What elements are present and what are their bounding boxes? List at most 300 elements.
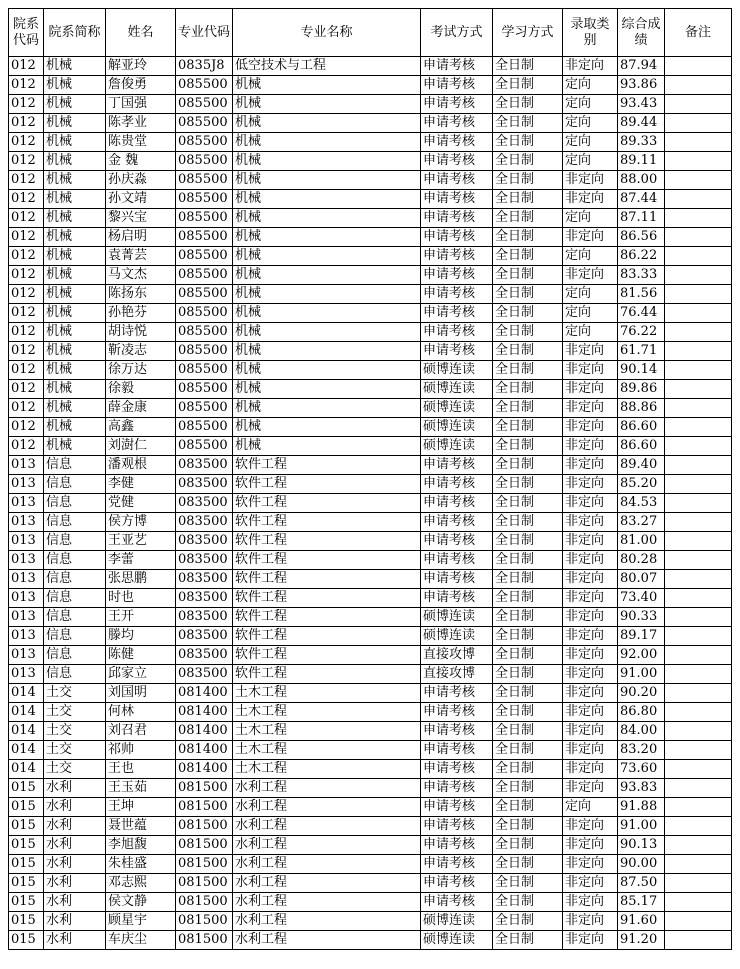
cell-name: 祁帅 xyxy=(106,741,176,760)
cell-study-mode: 全日制 xyxy=(493,627,563,646)
cell-study-mode: 全日制 xyxy=(493,798,563,817)
header-dept-abbr: 院系简称 xyxy=(44,9,106,57)
cell-major-code: 081400 xyxy=(176,684,233,703)
cell-study-mode: 全日制 xyxy=(493,608,563,627)
cell-admit-type: 非定向 xyxy=(563,513,618,532)
cell-dept-abbr: 机械 xyxy=(44,190,106,209)
cell-remarks xyxy=(665,475,732,494)
cell-admit-type: 非定向 xyxy=(563,874,618,893)
cell-dept-abbr: 机械 xyxy=(44,437,106,456)
cell-dept-abbr: 机械 xyxy=(44,361,106,380)
cell-exam-method: 申请考核 xyxy=(421,703,493,722)
cell-dept-code: 012 xyxy=(9,285,44,304)
cell-score: 92.00 xyxy=(618,646,665,665)
cell-study-mode: 全日制 xyxy=(493,437,563,456)
cell-major-code: 083500 xyxy=(176,494,233,513)
table-row xyxy=(9,95,732,114)
cell-major-code: 081500 xyxy=(176,817,233,836)
cell-dept-code: 012 xyxy=(9,399,44,418)
cell-dept-code: 014 xyxy=(9,760,44,779)
cell-study-mode: 全日制 xyxy=(493,266,563,285)
cell-dept-abbr: 机械 xyxy=(44,418,106,437)
cell-study-mode: 全日制 xyxy=(493,76,563,95)
header-name: 姓名 xyxy=(106,9,176,57)
cell-remarks xyxy=(665,855,732,874)
cell-name: 孙艳芬 xyxy=(106,304,176,323)
cell-dept-abbr: 机械 xyxy=(44,152,106,171)
cell-dept-abbr: 信息 xyxy=(44,475,106,494)
cell-major-code: 085500 xyxy=(176,266,233,285)
cell-exam-method: 申请考核 xyxy=(421,285,493,304)
cell-exam-method: 申请考核 xyxy=(421,798,493,817)
cell-major-name: 土木工程 xyxy=(233,760,421,779)
cell-remarks xyxy=(665,266,732,285)
cell-name: 王也 xyxy=(106,760,176,779)
cell-major-name: 机械 xyxy=(233,228,421,247)
cell-score: 84.53 xyxy=(618,494,665,513)
cell-score: 83.27 xyxy=(618,513,665,532)
table-row xyxy=(9,608,732,627)
cell-remarks xyxy=(665,684,732,703)
table-row xyxy=(9,570,732,589)
cell-dept-code: 012 xyxy=(9,114,44,133)
table-row xyxy=(9,893,732,912)
cell-major-name: 软件工程 xyxy=(233,665,421,684)
cell-admit-type: 非定向 xyxy=(563,494,618,513)
cell-exam-method: 直接攻博 xyxy=(421,665,493,684)
cell-remarks xyxy=(665,570,732,589)
cell-major-name: 土木工程 xyxy=(233,722,421,741)
cell-major-name: 机械 xyxy=(233,266,421,285)
table-row xyxy=(9,646,732,665)
cell-study-mode: 全日制 xyxy=(493,228,563,247)
cell-exam-method: 申请考核 xyxy=(421,456,493,475)
cell-major-name: 软件工程 xyxy=(233,608,421,627)
cell-dept-code: 015 xyxy=(9,893,44,912)
cell-dept-abbr: 机械 xyxy=(44,285,106,304)
cell-remarks xyxy=(665,646,732,665)
cell-dept-abbr: 水利 xyxy=(44,817,106,836)
table-row xyxy=(9,836,732,855)
cell-score: 86.22 xyxy=(618,247,665,266)
cell-remarks xyxy=(665,171,732,190)
cell-score: 85.17 xyxy=(618,893,665,912)
cell-name: 邓志熙 xyxy=(106,874,176,893)
cell-remarks xyxy=(665,608,732,627)
cell-score: 76.22 xyxy=(618,323,665,342)
cell-study-mode: 全日制 xyxy=(493,247,563,266)
table-row xyxy=(9,494,732,513)
cell-exam-method: 申请考核 xyxy=(421,76,493,95)
cell-remarks xyxy=(665,779,732,798)
cell-remarks xyxy=(665,437,732,456)
cell-major-code: 085500 xyxy=(176,399,233,418)
cell-remarks xyxy=(665,665,732,684)
cell-dept-abbr: 信息 xyxy=(44,589,106,608)
cell-remarks xyxy=(665,323,732,342)
cell-remarks xyxy=(665,380,732,399)
cell-exam-method: 申请考核 xyxy=(421,570,493,589)
cell-exam-method: 申请考核 xyxy=(421,152,493,171)
cell-name: 顾星宇 xyxy=(106,912,176,931)
cell-major-name: 机械 xyxy=(233,418,421,437)
cell-remarks xyxy=(665,228,732,247)
table-row xyxy=(9,684,732,703)
cell-major-code: 085500 xyxy=(176,190,233,209)
cell-dept-code: 015 xyxy=(9,855,44,874)
cell-admit-type: 非定向 xyxy=(563,589,618,608)
cell-remarks xyxy=(665,285,732,304)
cell-name: 朱桂盛 xyxy=(106,855,176,874)
cell-score: 90.33 xyxy=(618,608,665,627)
table-row xyxy=(9,665,732,684)
cell-major-name: 机械 xyxy=(233,380,421,399)
cell-score: 91.20 xyxy=(618,931,665,950)
table-row xyxy=(9,760,732,779)
cell-dept-abbr: 机械 xyxy=(44,133,106,152)
cell-dept-abbr: 信息 xyxy=(44,551,106,570)
admission-list xyxy=(8,8,732,950)
cell-exam-method: 申请考核 xyxy=(421,874,493,893)
cell-major-name: 机械 xyxy=(233,209,421,228)
cell-study-mode: 全日制 xyxy=(493,551,563,570)
cell-exam-method: 申请考核 xyxy=(421,304,493,323)
cell-remarks xyxy=(665,513,732,532)
cell-major-code: 083500 xyxy=(176,513,233,532)
cell-admit-type: 非定向 xyxy=(563,399,618,418)
cell-dept-abbr: 土交 xyxy=(44,722,106,741)
cell-major-name: 土木工程 xyxy=(233,741,421,760)
cell-dept-abbr: 机械 xyxy=(44,342,106,361)
cell-dept-code: 013 xyxy=(9,570,44,589)
cell-dept-abbr: 机械 xyxy=(44,171,106,190)
table-row xyxy=(9,741,732,760)
cell-exam-method: 申请考核 xyxy=(421,57,493,76)
cell-admit-type: 非定向 xyxy=(563,57,618,76)
cell-score: 73.40 xyxy=(618,589,665,608)
cell-study-mode: 全日制 xyxy=(493,152,563,171)
cell-dept-abbr: 水利 xyxy=(44,912,106,931)
cell-admit-type: 定向 xyxy=(563,285,618,304)
cell-exam-method: 申请考核 xyxy=(421,266,493,285)
cell-admit-type: 非定向 xyxy=(563,361,618,380)
cell-major-code: 083500 xyxy=(176,646,233,665)
cell-remarks xyxy=(665,190,732,209)
cell-dept-abbr: 信息 xyxy=(44,665,106,684)
header-dept-code: 院系代码 xyxy=(9,9,44,57)
header-score: 综合成绩 xyxy=(618,9,665,57)
cell-name: 陈孝业 xyxy=(106,114,176,133)
table-row xyxy=(9,703,732,722)
cell-score: 86.60 xyxy=(618,418,665,437)
header-admit-type: 录取类别 xyxy=(563,9,618,57)
cell-dept-code: 015 xyxy=(9,817,44,836)
cell-exam-method: 硕博连读 xyxy=(421,380,493,399)
cell-admit-type: 非定向 xyxy=(563,418,618,437)
cell-score: 90.13 xyxy=(618,836,665,855)
cell-study-mode: 全日制 xyxy=(493,285,563,304)
cell-exam-method: 硕博连读 xyxy=(421,361,493,380)
cell-major-code: 085500 xyxy=(176,228,233,247)
table-row xyxy=(9,418,732,437)
cell-admit-type: 非定向 xyxy=(563,266,618,285)
cell-dept-abbr: 机械 xyxy=(44,323,106,342)
cell-study-mode: 全日制 xyxy=(493,874,563,893)
table-row xyxy=(9,722,732,741)
cell-study-mode: 全日制 xyxy=(493,703,563,722)
cell-score: 86.60 xyxy=(618,437,665,456)
cell-major-name: 水利工程 xyxy=(233,874,421,893)
cell-admit-type: 非定向 xyxy=(563,931,618,950)
cell-remarks xyxy=(665,817,732,836)
cell-name: 陈健 xyxy=(106,646,176,665)
cell-dept-code: 012 xyxy=(9,228,44,247)
cell-exam-method: 申请考核 xyxy=(421,893,493,912)
cell-major-code: 085500 xyxy=(176,380,233,399)
table-row xyxy=(9,247,732,266)
table-row xyxy=(9,361,732,380)
cell-study-mode: 全日制 xyxy=(493,133,563,152)
cell-major-code: 081400 xyxy=(176,760,233,779)
cell-exam-method: 申请考核 xyxy=(421,855,493,874)
cell-dept-abbr: 信息 xyxy=(44,608,106,627)
cell-dept-abbr: 水利 xyxy=(44,836,106,855)
cell-study-mode: 全日制 xyxy=(493,836,563,855)
cell-study-mode: 全日制 xyxy=(493,779,563,798)
cell-dept-code: 012 xyxy=(9,57,44,76)
cell-name: 邱家立 xyxy=(106,665,176,684)
table-row xyxy=(9,304,732,323)
cell-study-mode: 全日制 xyxy=(493,684,563,703)
cell-major-name: 低空技术与工程 xyxy=(233,57,421,76)
cell-remarks xyxy=(665,342,732,361)
cell-major-name: 机械 xyxy=(233,342,421,361)
admission-table xyxy=(8,8,732,950)
cell-dept-abbr: 水利 xyxy=(44,798,106,817)
cell-major-code: 085500 xyxy=(176,285,233,304)
cell-admit-type: 非定向 xyxy=(563,836,618,855)
cell-admit-type: 非定向 xyxy=(563,893,618,912)
table-row xyxy=(9,323,732,342)
cell-exam-method: 申请考核 xyxy=(421,722,493,741)
cell-dept-code: 012 xyxy=(9,342,44,361)
cell-exam-method: 申请考核 xyxy=(421,190,493,209)
cell-major-name: 软件工程 xyxy=(233,551,421,570)
cell-remarks xyxy=(665,874,732,893)
table-body xyxy=(9,57,732,950)
table-row xyxy=(9,171,732,190)
cell-study-mode: 全日制 xyxy=(493,361,563,380)
cell-remarks xyxy=(665,418,732,437)
cell-exam-method: 申请考核 xyxy=(421,589,493,608)
cell-admit-type: 非定向 xyxy=(563,171,618,190)
cell-remarks xyxy=(665,627,732,646)
cell-major-code: 083500 xyxy=(176,456,233,475)
cell-study-mode: 全日制 xyxy=(493,342,563,361)
cell-dept-abbr: 信息 xyxy=(44,570,106,589)
cell-dept-abbr: 水利 xyxy=(44,874,106,893)
cell-dept-abbr: 水利 xyxy=(44,893,106,912)
cell-score: 80.07 xyxy=(618,570,665,589)
cell-dept-code: 012 xyxy=(9,209,44,228)
cell-remarks xyxy=(665,532,732,551)
cell-score: 89.17 xyxy=(618,627,665,646)
cell-major-code: 085500 xyxy=(176,209,233,228)
cell-dept-abbr: 机械 xyxy=(44,247,106,266)
cell-dept-code: 012 xyxy=(9,304,44,323)
table-row xyxy=(9,285,732,304)
table-row xyxy=(9,209,732,228)
cell-major-code: 081400 xyxy=(176,703,233,722)
cell-exam-method: 硕博连读 xyxy=(421,418,493,437)
cell-name: 何林 xyxy=(106,703,176,722)
table-row xyxy=(9,152,732,171)
cell-major-name: 软件工程 xyxy=(233,627,421,646)
cell-major-name: 机械 xyxy=(233,190,421,209)
cell-study-mode: 全日制 xyxy=(493,380,563,399)
cell-major-code: 081500 xyxy=(176,893,233,912)
cell-dept-abbr: 机械 xyxy=(44,399,106,418)
cell-dept-code: 012 xyxy=(9,437,44,456)
cell-score: 87.94 xyxy=(618,57,665,76)
cell-remarks xyxy=(665,760,732,779)
table-row xyxy=(9,380,732,399)
cell-dept-abbr: 机械 xyxy=(44,228,106,247)
cell-name: 解亚玲 xyxy=(106,57,176,76)
cell-major-code: 081500 xyxy=(176,912,233,931)
cell-dept-code: 013 xyxy=(9,589,44,608)
cell-dept-code: 015 xyxy=(9,836,44,855)
cell-major-name: 水利工程 xyxy=(233,912,421,931)
cell-exam-method: 申请考核 xyxy=(421,323,493,342)
cell-dept-code: 015 xyxy=(9,874,44,893)
cell-score: 83.33 xyxy=(618,266,665,285)
cell-admit-type: 定向 xyxy=(563,133,618,152)
cell-dept-code: 014 xyxy=(9,722,44,741)
table-row xyxy=(9,627,732,646)
cell-study-mode: 全日制 xyxy=(493,817,563,836)
cell-name: 马文杰 xyxy=(106,266,176,285)
cell-study-mode: 全日制 xyxy=(493,665,563,684)
cell-score: 76.44 xyxy=(618,304,665,323)
cell-dept-code: 013 xyxy=(9,665,44,684)
cell-admit-type: 非定向 xyxy=(563,855,618,874)
cell-name: 王开 xyxy=(106,608,176,627)
table-header xyxy=(9,9,732,57)
cell-remarks xyxy=(665,893,732,912)
cell-major-name: 水利工程 xyxy=(233,836,421,855)
cell-score: 90.00 xyxy=(618,855,665,874)
table-row xyxy=(9,190,732,209)
cell-admit-type: 定向 xyxy=(563,798,618,817)
cell-major-code: 083500 xyxy=(176,475,233,494)
cell-score: 89.86 xyxy=(618,380,665,399)
cell-study-mode: 全日制 xyxy=(493,722,563,741)
cell-major-code: 081400 xyxy=(176,741,233,760)
cell-dept-code: 012 xyxy=(9,95,44,114)
table-row xyxy=(9,779,732,798)
cell-study-mode: 全日制 xyxy=(493,304,563,323)
cell-admit-type: 定向 xyxy=(563,114,618,133)
cell-exam-method: 申请考核 xyxy=(421,228,493,247)
cell-major-name: 机械 xyxy=(233,152,421,171)
cell-study-mode: 全日制 xyxy=(493,570,563,589)
cell-exam-method: 申请考核 xyxy=(421,741,493,760)
cell-exam-method: 硕博连读 xyxy=(421,608,493,627)
cell-dept-abbr: 机械 xyxy=(44,114,106,133)
cell-major-code: 085500 xyxy=(176,361,233,380)
table-row xyxy=(9,266,732,285)
cell-admit-type: 非定向 xyxy=(563,817,618,836)
cell-name: 车庆尘 xyxy=(106,931,176,950)
cell-score: 86.56 xyxy=(618,228,665,247)
cell-admit-type: 非定向 xyxy=(563,570,618,589)
cell-study-mode: 全日制 xyxy=(493,418,563,437)
cell-dept-code: 012 xyxy=(9,380,44,399)
cell-name: 党健 xyxy=(106,494,176,513)
cell-major-code: 081500 xyxy=(176,874,233,893)
cell-exam-method: 申请考核 xyxy=(421,209,493,228)
cell-major-name: 土木工程 xyxy=(233,684,421,703)
cell-major-code: 085500 xyxy=(176,323,233,342)
cell-dept-code: 012 xyxy=(9,76,44,95)
cell-name: 李蕾 xyxy=(106,551,176,570)
cell-score: 93.86 xyxy=(618,76,665,95)
cell-exam-method: 申请考核 xyxy=(421,494,493,513)
cell-remarks xyxy=(665,589,732,608)
cell-score: 91.88 xyxy=(618,798,665,817)
cell-name: 李旭馥 xyxy=(106,836,176,855)
cell-dept-code: 013 xyxy=(9,494,44,513)
cell-major-name: 软件工程 xyxy=(233,456,421,475)
cell-exam-method: 申请考核 xyxy=(421,95,493,114)
cell-score: 93.83 xyxy=(618,779,665,798)
cell-admit-type: 定向 xyxy=(563,209,618,228)
cell-remarks xyxy=(665,741,732,760)
header-study-mode: 学习方式 xyxy=(493,9,563,57)
cell-dept-code: 012 xyxy=(9,171,44,190)
cell-exam-method: 申请考核 xyxy=(421,684,493,703)
cell-dept-code: 013 xyxy=(9,646,44,665)
cell-study-mode: 全日制 xyxy=(493,190,563,209)
cell-name: 黎兴宝 xyxy=(106,209,176,228)
cell-remarks xyxy=(665,494,732,513)
cell-major-name: 机械 xyxy=(233,114,421,133)
cell-score: 90.14 xyxy=(618,361,665,380)
cell-dept-code: 013 xyxy=(9,513,44,532)
cell-dept-abbr: 土交 xyxy=(44,760,106,779)
cell-dept-abbr: 土交 xyxy=(44,703,106,722)
cell-study-mode: 全日制 xyxy=(493,95,563,114)
cell-dept-abbr: 信息 xyxy=(44,494,106,513)
cell-admit-type: 非定向 xyxy=(563,703,618,722)
cell-major-code: 085500 xyxy=(176,437,233,456)
cell-major-name: 机械 xyxy=(233,285,421,304)
cell-name: 詹俊勇 xyxy=(106,76,176,95)
cell-study-mode: 全日制 xyxy=(493,741,563,760)
cell-exam-method: 申请考核 xyxy=(421,551,493,570)
table-row xyxy=(9,513,732,532)
cell-dept-code: 013 xyxy=(9,532,44,551)
cell-admit-type: 非定向 xyxy=(563,456,618,475)
cell-dept-abbr: 土交 xyxy=(44,741,106,760)
cell-name: 王坤 xyxy=(106,798,176,817)
cell-score: 73.60 xyxy=(618,760,665,779)
cell-remarks xyxy=(665,247,732,266)
table-row xyxy=(9,532,732,551)
cell-dept-abbr: 水利 xyxy=(44,931,106,950)
cell-study-mode: 全日制 xyxy=(493,513,563,532)
